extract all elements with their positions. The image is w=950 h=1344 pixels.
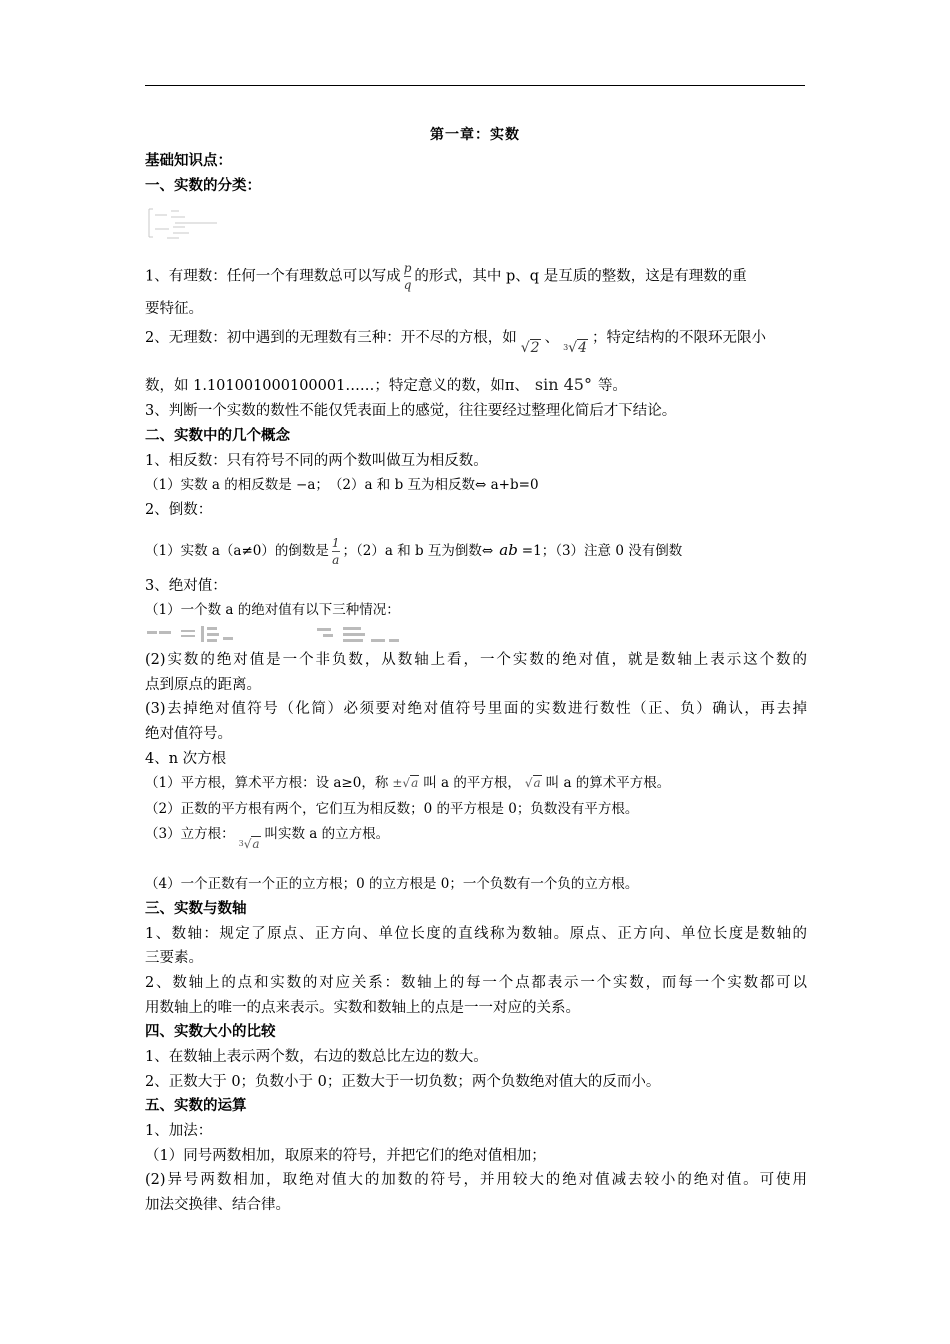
one-over-a-fraction: $\frac{1}{a}$ — [331, 536, 340, 567]
basics-heading: 基础知识点： — [145, 152, 232, 169]
paragraph-irrational-cont: 数，如 1.101001000100001……；特定意义的数，如π、 sin 45° 等。 — [145, 375, 627, 394]
paragraph-rational: 1、有理数：任何一个有理数总可以写成 $\frac{p}{q}$ 的形式，其中 p、q 是互质的整数，这是有理数的重 — [145, 261, 747, 292]
concept-opposite-items: （1）实数 a 的相反数是 −a； （2）a 和 b 互为相反数⇔ a+b=0 — [145, 477, 539, 493]
concept-absolute-2-cont: 点到原点的距离。 — [145, 677, 261, 693]
absolute-value-formula-image — [145, 624, 407, 644]
concept-reciprocal-items: （1）实数 a（a≠0）的倒数是 $\frac{1}{a}$ ；（2）a 和 b 互为倒数⇔ ab =1；（3）注意 0 没有倒数 — [145, 536, 683, 567]
chapter-title: 第一章：实数 — [430, 127, 520, 143]
classification-diagram-image — [145, 205, 230, 241]
paragraph-irrational: 2、无理数：初中遇到的无理数有三种：开不尽的方根，如√2、$^3$√4；特定结构的不限环无限小 — [145, 330, 767, 356]
concept-nth-root: 4、n 次方根 — [145, 751, 227, 767]
concept-nth-root-2: （2）正数的平方根有两个，它们互为相反数；0 的平方根是 0；负数没有平方根。 — [145, 801, 639, 817]
concept-opposite: 1、相反数：只有符号不同的两个数叫做互为相反数。 — [145, 453, 488, 469]
concept-absolute: 3、绝对值： — [145, 578, 227, 594]
concept-absolute-3: (3)去掉绝对值符号（化简）必须要对绝对值符号里面的实数进行数性（正、负）确认，再去掉 — [145, 701, 807, 717]
concept-absolute-2: (2)实数的绝对值是一个非负数，从数轴上看，一个实数的绝对值，就是数轴上表示这个数的 — [145, 652, 807, 668]
compare-2: 2、正数大于 0；负数小于 0；正数大于一切负数；两个负数绝对值大的反而小。 — [145, 1074, 661, 1090]
concept-nth-root-1: （1）平方根，算术平方根：设 a≥0，称 ±√a 叫 a 的平方根， √a 叫 a 的算术平方根。 — [145, 775, 671, 791]
sin-45-expression: sin 45° — [534, 375, 592, 394]
numberline-2-cont: 用数轴上的唯一的点来表示。实数和数轴上的点是一一对应的关系。 — [145, 1000, 580, 1016]
operation-addition: 1、加法： — [145, 1123, 213, 1139]
concept-absolute-1: （1）一个数 a 的绝对值有以下三种情况： — [145, 602, 400, 618]
concept-absolute-3-cont: 绝对值符号。 — [145, 726, 232, 742]
sqrt-2-expression: √2 — [520, 340, 540, 356]
section-5-heading: 五、实数的运算 — [145, 1097, 247, 1114]
paragraph-rational-cont: 要特征。 — [145, 301, 203, 317]
operation-addition-2-cont: 加法交换律、结合律。 — [145, 1197, 290, 1213]
operation-addition-1: （1）同号两数相加，取原来的符号，并把它们的绝对值相加； — [145, 1148, 546, 1164]
operation-addition-2: (2)异号两数相加，取绝对值大的加数的符号，并用较大的绝对值减去较小的绝对值。可使用 — [145, 1172, 807, 1188]
section-1-heading: 一、实数的分类： — [145, 177, 261, 194]
paragraph-judge: 3、判断一个实数的数性不能仅凭表面上的感觉，往往要经过整理化简后才下结论。 — [145, 403, 677, 419]
cube-root-4-expression: $^3$√4 — [563, 340, 588, 356]
plus-minus-sqrt-a: ±√a — [392, 776, 419, 790]
p-over-q-fraction: $\frac{p}{q}$ — [403, 261, 412, 292]
concept-reciprocal: 2、倒数： — [145, 502, 213, 518]
header-rule — [145, 85, 805, 86]
numberline-1-cont: 三要素。 — [145, 950, 203, 966]
numberline-2: 2、数轴上的点和实数的对应关系：数轴上的每一个点都表示一个实数，而每一个实数都可以 — [145, 975, 807, 991]
compare-1: 1、在数轴上表示两个数，右边的数总比左边的数大。 — [145, 1049, 488, 1065]
cube-root-a: $^3$√a — [238, 837, 260, 851]
concept-nth-root-4: （4）一个正数有一个正的立方根；0 的立方根是 0；一个负数有一个负的立方根。 — [145, 876, 639, 892]
section-4-heading: 四、实数大小的比较 — [145, 1023, 276, 1040]
sqrt-a: √a — [524, 776, 541, 790]
section-2-heading: 二、实数中的几个概念 — [145, 427, 290, 444]
concept-nth-root-3: （3）立方根：$^3$√a叫实数 a 的立方根。 — [145, 826, 390, 851]
section-3-heading: 三、实数与数轴 — [145, 900, 247, 917]
numberline-1: 1、数轴：规定了原点、正方向、单位长度的直线称为数轴。原点、正方向、单位长度是数轴的 — [145, 926, 807, 942]
